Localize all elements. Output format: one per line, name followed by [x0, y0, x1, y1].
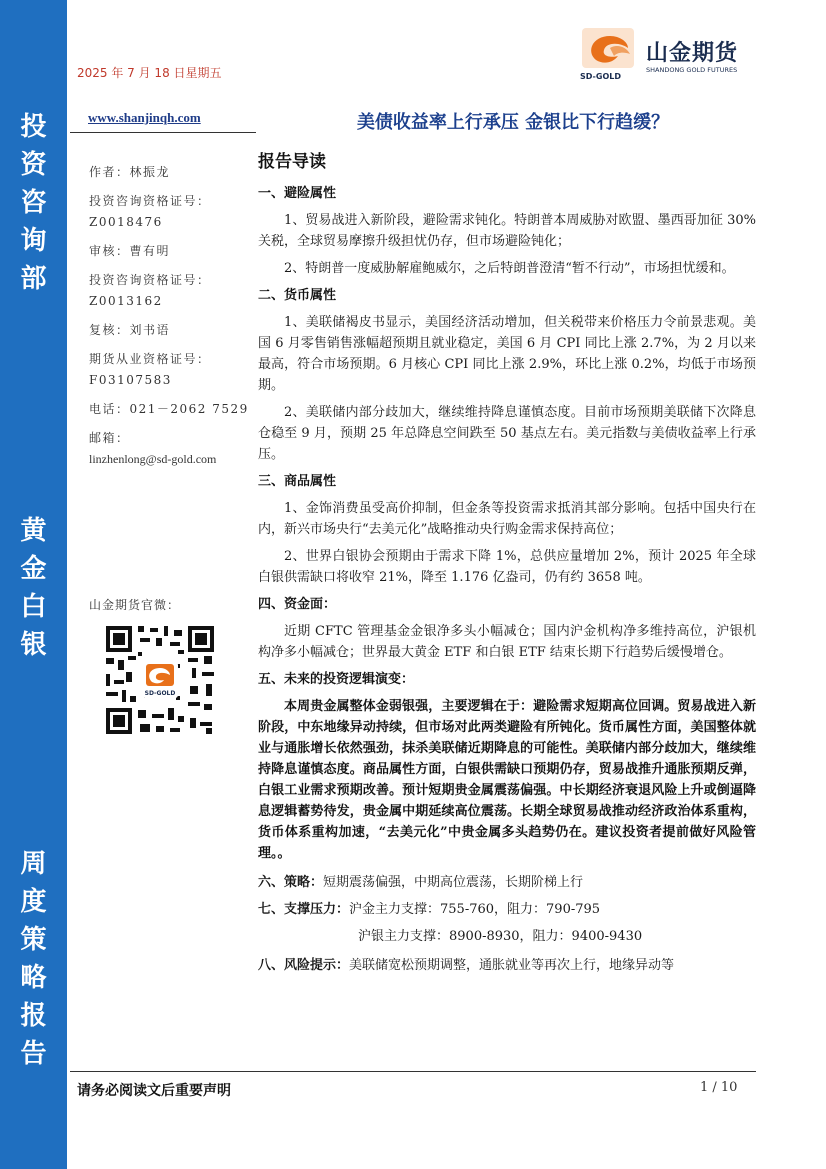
sidebar-char: 金 [20, 554, 47, 584]
section-heading: 二、货币属性 [258, 288, 337, 303]
rechecker-cert-label: 期货从业资格证号： [89, 352, 211, 366]
qr-logo-label: SD-GOLD [144, 690, 176, 697]
reviewer-cert-label: 投资咨询资格证号： [89, 273, 211, 287]
strategy-row [258, 872, 756, 893]
company-logo [580, 26, 760, 82]
paragraph: 近期 CFTC 管理基金金银净多头小幅减仓；国内沪金机构净多维持高位，沪银机构净多小幅减仓；世界最大黄金 ETF 和白银 ETF 结束长期下行趋势后缓慢增仓。 [258, 624, 756, 660]
report-title: 美债收益率上行承压 金银比下行趋缓？ [356, 112, 670, 133]
sd-gold-emblem-icon [580, 26, 640, 72]
qr-code-icon[interactable] [104, 624, 216, 736]
logo-name-en: SHANDONG GOLD FUTURES [646, 66, 738, 74]
strategy-label: 六、策略： [258, 875, 324, 890]
paragraph: 2、美联储内部分歧加大，继续维持降息谨慎态度。目前市场预期美联储下次降息仓稳至 9 月，预期 25 年总降息空间跌至 50 基点左右。美元指数与美债收益率上行承压。 [258, 405, 756, 462]
sidebar-dept [0, 108, 67, 298]
risk-label: 八、风险提示： [258, 958, 350, 973]
paragraph: 2、特朗普一度威胁解雇鲍威尔，之后特朗普澄清“暂不行动”，市场担忧缓和。 [284, 261, 735, 276]
sidebar-char: 略 [20, 963, 47, 993]
page-number: 1 / 10 [700, 1080, 738, 1095]
website-link[interactable]: www.shanjinqh.com [88, 110, 201, 125]
rechecker-cert: F03107583 [89, 373, 172, 387]
sidebar-topic [0, 512, 67, 664]
sidebar-char: 度 [20, 887, 47, 917]
sidebar-char: 资 [20, 150, 47, 180]
reviewer-cert: Z0013162 [89, 294, 163, 308]
section-heading: 三、商品属性 [258, 474, 337, 489]
sidebar-char: 咨 [20, 188, 47, 218]
sidebar [0, 0, 67, 1169]
sidebar-char: 银 [20, 630, 47, 660]
author-info [89, 162, 249, 470]
author: 作者：林振龙 [89, 165, 171, 179]
report-guide-heading: 报告导读 [258, 152, 326, 172]
footer-divider [70, 1071, 756, 1072]
paragraph: 1、金饰消费虽受高价抑制，但金条等投资需求抵消其部分影响。包括中国央行在内，新兴市场央行“去美元化”战略推动央行购金需求保持高位； [258, 501, 756, 537]
paragraph: 本周贵金属整体金弱银强，主要逻辑在于：避险需求短期高位回调。贸易战进入新阶段，中东地缘异动持续，但市场对此两类避险有所钝化。货币属性方面，美国整体就业与通胀增长依然强劲，抹杀美联储近期降息的可能性。美联储内部分歧加大，继续维持降息谨慎态度。商品属性方面，白银供需缺口预期仍存，贸易战推升通胀预期反弹，白银工业需求预期改善。预计短期贵金属震荡偏强。中长期经济衰退风险上升或倒逼降息逻辑蓄势待发，贵金属中期延续高位震荡。长期全球贸易战推动经济政治体系重构，货币体系重构加速，“去美元化”中贵金属多头趋势仍在。建议投资者提前做好风险管理。。 [258, 699, 756, 861]
disclaimer-notice: 请务必阅读文后重要声明 [77, 1083, 231, 1099]
report-date: 2025 年 7 月 18 日星期五 [77, 66, 222, 80]
sidebar-char: 白 [20, 592, 47, 622]
author-cert-label: 投资咨询资格证号： [89, 194, 211, 208]
sidebar-char: 报 [20, 1001, 47, 1031]
section-heading: 五、未来的投资逻辑演变： [258, 672, 415, 687]
phone: 电话：021－2062 7529 [89, 402, 249, 416]
report-body [258, 152, 756, 982]
sidebar-char: 周 [20, 849, 47, 879]
strategy-text: 短期震荡偏强，中期高位震荡，长期阶梯上行 [323, 875, 584, 890]
support-row [258, 899, 756, 920]
rechecker: 复核：刘书语 [89, 323, 171, 337]
logo-name-cn: 山金期货 [646, 41, 739, 66]
sidebar-char: 投 [20, 112, 47, 142]
sidebar-report-type [0, 845, 67, 1073]
logo-abbr: SD-GOLD [580, 72, 621, 81]
paragraph: 2、世界白银协会预期由于需求下降 1%，总供应量增加 2%，预计 2025 年全球白银供需缺口将收窄 21%，降至 1.176 亿盎司，仍有约 3658 吨。 [258, 549, 756, 585]
sidebar-char: 部 [20, 264, 47, 294]
sidebar-char: 策 [20, 925, 47, 955]
support-silver: 沪银主力支撑：8900-8930，阻力：9400-9430 [358, 929, 643, 944]
sidebar-char: 黄 [20, 516, 47, 546]
support-gold: 沪金主力支撑：755-760，阻力：790-795 [349, 902, 601, 917]
email-label: 邮箱： [89, 431, 130, 445]
sidebar-char: 告 [20, 1039, 47, 1069]
sidebar-char: 询 [20, 226, 47, 256]
section-heading: 一、避险属性 [258, 186, 337, 201]
paragraph: 1、美联储褐皮书显示，美国经济活动增加，但关税带来价格压力令前景悲观。美国 6 月零售销售涨幅超预期且就业稳定，美国 6 月 CPI 同比上涨 2.7%，为 2 月以来最高，符合市场预期。6 月核心 CPI 同比上涨 2.9%，环比上涨 0.2%，均低于市场预期。 [258, 315, 756, 393]
paragraph: 1、贸易战进入新阶段，避险需求钝化。特朗普本周威胁对欧盟、墨西哥加征 30%关税，全球贸易摩擦升级担忧仍存，但市场避险钝化； [258, 213, 756, 249]
risk-row [258, 955, 756, 976]
author-cert: Z0018476 [89, 215, 163, 229]
section-heading: 四、资金面： [258, 597, 337, 612]
email-link[interactable]: linzhenlong@sd-gold.com [89, 452, 217, 466]
wechat-label: 山金期货官微： [89, 598, 181, 612]
divider [70, 132, 256, 133]
support-label: 七、支撑压力： [258, 902, 350, 917]
risk-text: 美联储宽松预期调整，通胀就业等再次上行，地缘异动等 [349, 958, 675, 973]
reviewer: 审核：曹有明 [89, 244, 171, 258]
